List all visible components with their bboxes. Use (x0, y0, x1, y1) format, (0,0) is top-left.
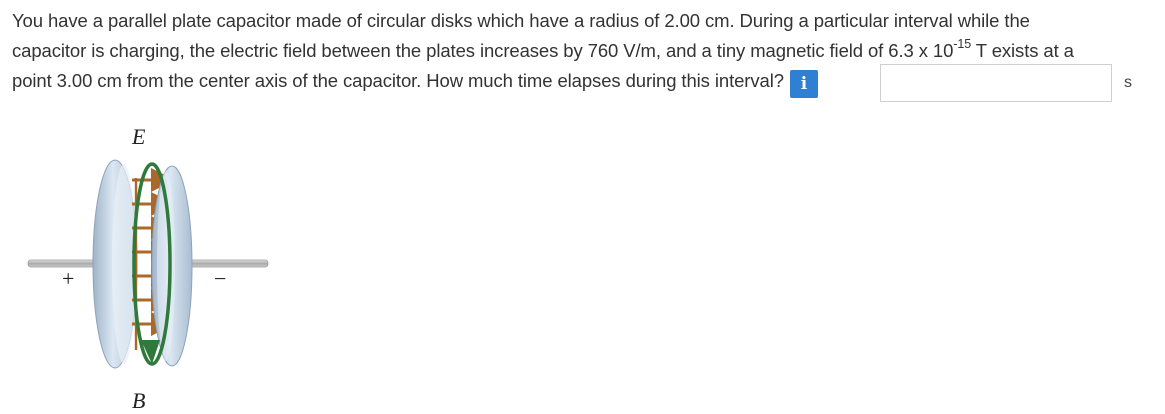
question-line-1: You have a parallel plate capacitor made of circular disks which have a radius of 2.00 cm. During a particular interval while the (12, 10, 1030, 31)
exponent: -15 (953, 37, 972, 51)
answer-input[interactable] (880, 64, 1112, 102)
question-line-2-end: T exists at a (971, 40, 1074, 61)
info-button[interactable] (790, 70, 818, 98)
magnetic-field-label: B (132, 388, 146, 413)
right-wire (190, 260, 268, 267)
question-line-3: point 3.00 cm from the center axis of the capacitor. How much time elapses during this interval? (12, 70, 784, 91)
plus-sign: + (62, 266, 75, 291)
capacitor-figure (20, 118, 280, 413)
capacitor-diagram (20, 118, 280, 413)
minus-sign: − (214, 266, 227, 291)
question-line-2-start: capacitor is charging, the electric field between the plates increases by 760 V/m, and a tiny magnetic field of 6.3 x 10 (12, 40, 954, 61)
electric-field-label: E (132, 124, 146, 149)
info-icon: i (800, 74, 808, 95)
answer-unit: s (1124, 74, 1132, 91)
